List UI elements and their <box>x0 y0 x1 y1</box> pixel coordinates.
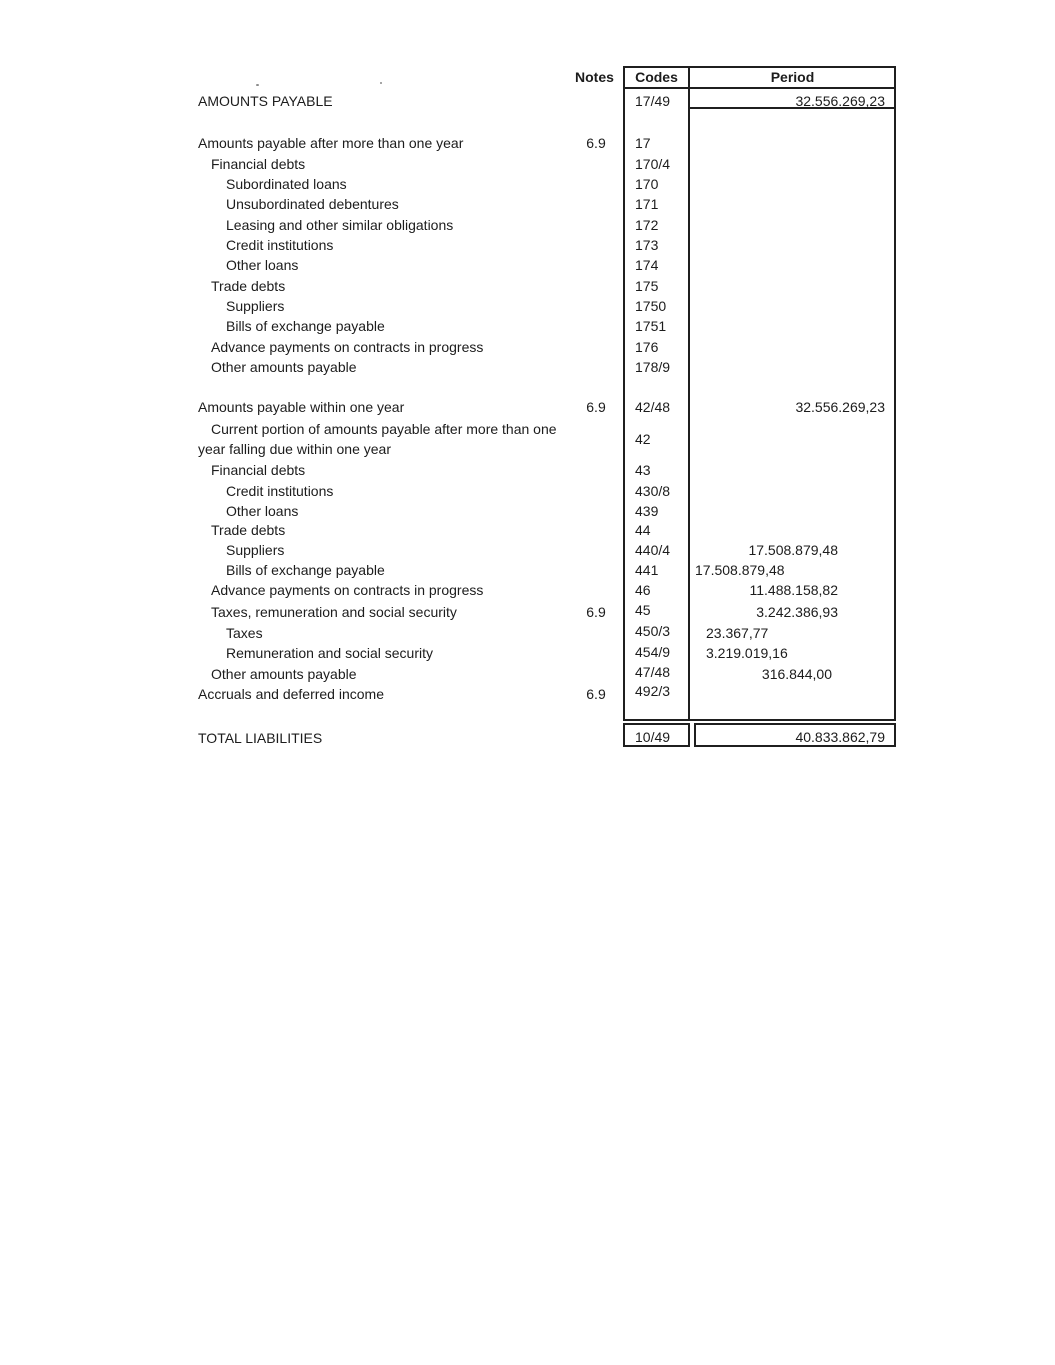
row-label: Taxes <box>226 625 263 641</box>
column-header-codes: Codes <box>635 69 678 85</box>
row-code: 430/8 <box>635 483 671 499</box>
row-label: Current portion of amounts payable after more than one year falling due within one year <box>198 421 557 457</box>
total-period-value: 40.833.862,79 <box>795 729 885 745</box>
table-row <box>0 419 1055 460</box>
row-label: Other loans <box>226 257 299 273</box>
row-note: 6.9 <box>586 135 606 151</box>
row-period-value: 3.242.386,93 <box>756 604 838 620</box>
row-label: Financial debts <box>211 156 306 172</box>
table-row <box>0 276 1055 297</box>
row-note: 6.9 <box>586 399 606 415</box>
row-code: 1751 <box>635 318 667 334</box>
row-period-value: 32.556.269,23 <box>795 93 885 109</box>
row-label: Accruals and deferred income <box>198 686 384 702</box>
row-code: 42 <box>635 431 651 447</box>
row-label: Unsubordinated debentures <box>226 196 399 212</box>
row-period-value: 23.367,77 <box>706 625 769 641</box>
row-note: 6.9 <box>586 686 606 702</box>
table-row <box>0 643 1055 664</box>
row-label: Other loans <box>226 503 299 519</box>
row-code: 440/4 <box>635 542 671 558</box>
table-row <box>0 235 1055 256</box>
row-code: 172 <box>635 217 659 233</box>
row-period-value: 32.556.269,23 <box>795 399 885 415</box>
row-code: 170 <box>635 176 659 192</box>
row-label: Bills of exchange payable <box>226 318 385 334</box>
table-row <box>0 684 1055 705</box>
table-row <box>0 255 1055 276</box>
row-label: Bills of exchange payable <box>226 562 385 578</box>
table-row <box>0 481 1055 502</box>
row-code: 492/3 <box>635 683 671 699</box>
row-code: 1750 <box>635 298 667 314</box>
row-code: 47/48 <box>635 664 671 680</box>
row-code: 170/4 <box>635 156 671 172</box>
row-label: Remuneration and social security <box>226 645 433 661</box>
table-row <box>0 337 1055 358</box>
row-label: Subordinated loans <box>226 176 347 192</box>
row-label: AMOUNTS PAYABLE <box>198 93 333 109</box>
table-body-bottom-border <box>623 719 896 721</box>
row-code: 178/9 <box>635 359 671 375</box>
row-period-value: 3.219.019,16 <box>706 645 788 661</box>
row-label: Other amounts payable <box>211 666 357 682</box>
row-code: 174 <box>635 257 659 273</box>
scan-artifact-dot <box>380 82 382 84</box>
row-code: 46 <box>635 582 651 598</box>
row-label: Suppliers <box>226 542 285 558</box>
row-label: Amounts payable after more than one year <box>198 135 464 151</box>
row-period-value: 17.508.879,48 <box>695 562 785 578</box>
column-header-notes: Notes <box>575 69 614 85</box>
row-label: Trade debts <box>211 278 286 294</box>
table-row <box>0 194 1055 215</box>
table-row <box>0 174 1055 195</box>
table-row <box>0 560 1055 581</box>
header-bottom-border <box>623 87 896 89</box>
row-label: Other amounts payable <box>211 359 357 375</box>
row-label: Financial debts <box>211 462 306 478</box>
row-code: 173 <box>635 237 659 253</box>
table-row <box>0 154 1055 175</box>
table-row <box>0 91 1055 112</box>
row-label: Advance payments on contracts in progress <box>211 339 484 355</box>
column-header-period: Period <box>770 69 815 85</box>
row-code: 43 <box>635 462 651 478</box>
row-label: Credit institutions <box>226 483 334 499</box>
row-label: Suppliers <box>226 298 285 314</box>
row-code: 171 <box>635 196 659 212</box>
row-label: Trade debts <box>211 522 286 538</box>
total-label: TOTAL LIABILITIES <box>198 730 323 746</box>
row-code: 17 <box>635 135 651 151</box>
row-label: Taxes, remuneration and social security <box>211 604 457 620</box>
row-code: 175 <box>635 278 659 294</box>
table-row <box>0 296 1055 317</box>
row-period-value: 316.844,00 <box>761 666 832 682</box>
scan-artifact-dot <box>256 84 259 86</box>
row-period-value: 11.488.158,82 <box>749 582 838 598</box>
row-code: 176 <box>635 339 659 355</box>
row-code: 441 <box>635 562 659 578</box>
row-label: Advance payments on contracts in progress <box>211 582 484 598</box>
table-row <box>0 580 1055 601</box>
table-row <box>0 397 1055 418</box>
row-label: Leasing and other similar obligations <box>226 217 454 233</box>
table-row <box>0 540 1055 561</box>
row-note: 6.9 <box>586 604 606 620</box>
row-code: 45 <box>635 602 651 618</box>
row-code: 439 <box>635 503 659 519</box>
table-row <box>0 623 1055 644</box>
row-period-value: 17.508.879,48 <box>748 542 838 558</box>
table-row <box>0 602 1055 623</box>
row-code: 454/9 <box>635 644 671 660</box>
row-code: 450/3 <box>635 623 671 639</box>
table-row <box>0 316 1055 337</box>
table-row <box>0 460 1055 481</box>
table-row <box>0 357 1055 378</box>
row-code: 44 <box>635 522 651 538</box>
table-row <box>0 664 1055 685</box>
table-row <box>0 133 1055 154</box>
row-code: 42/48 <box>635 399 671 415</box>
table-row <box>0 501 1055 522</box>
row-label: Credit institutions <box>226 237 334 253</box>
total-code: 10/49 <box>635 729 671 745</box>
table-row <box>0 215 1055 236</box>
table-row <box>0 520 1055 541</box>
table-top-border <box>623 66 896 68</box>
row-code: 17/49 <box>635 93 671 109</box>
row-label: Amounts payable within one year <box>198 399 405 415</box>
total-row <box>0 728 1055 749</box>
